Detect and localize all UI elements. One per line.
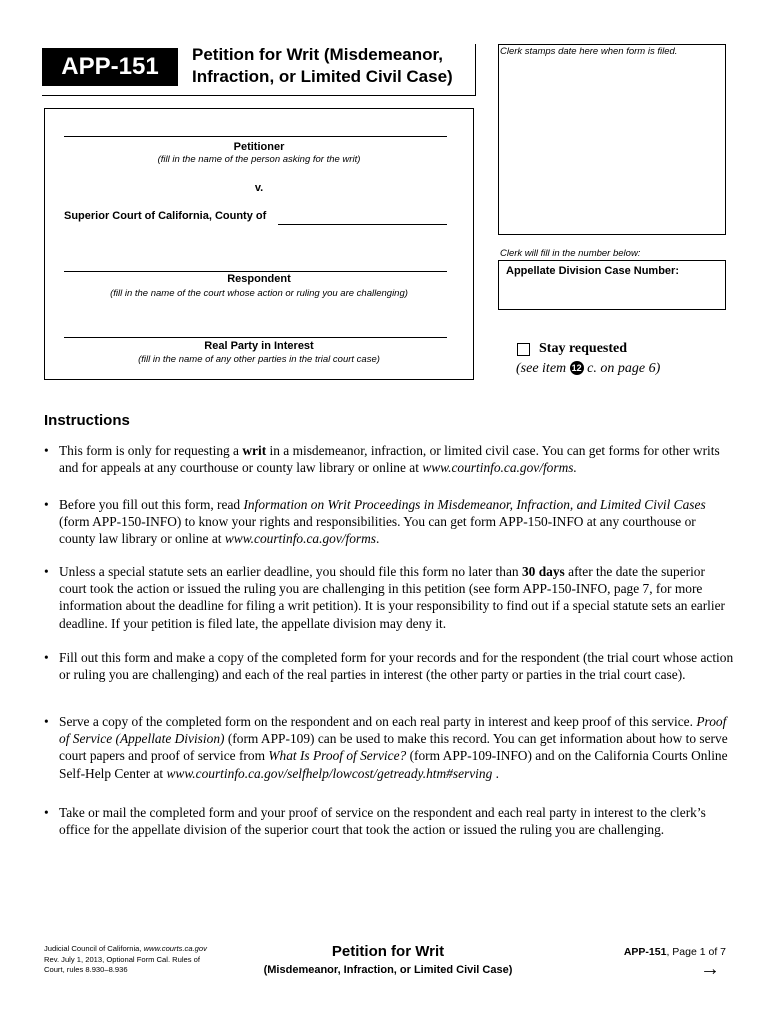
clerk-stamp-note: Clerk stamps date here when form is filed.	[500, 46, 678, 57]
form-id-badge: APP-151	[42, 48, 178, 86]
instruction-item: • This form is only for requesting a writ in a misdemeanor, infraction, or limited civil case. You can get forms for other writs and for appeals at any courthouse or county law library or online at www.courtinfo.ca.gov/forms.	[44, 443, 720, 476]
real-party-label: Real Party in Interest	[204, 340, 314, 352]
case-caption-box	[44, 108, 474, 380]
next-page-arrow-icon: →	[700, 958, 720, 980]
real-party-name-field[interactable]	[64, 337, 447, 338]
footer-page-text: , Page 1 of 7	[666, 946, 726, 958]
footer-title	[216, 942, 560, 978]
bullet-dot: •	[44, 714, 49, 729]
item-number-badge: 12	[571, 363, 582, 373]
title-line-1: Petition for Writ (Misdemeanor,	[192, 45, 443, 64]
versus-label: v.	[254, 182, 264, 194]
footer-title-main: Petition for Writ	[331, 943, 445, 960]
real-party-hint: (fill in the name of any other parties in the trial court case)	[138, 354, 380, 365]
footer-source: Judicial Council of California, www.courts.ca.gov Rev. July 1, 2013, Optional Form Cal. Rules of Court, rules 8.930–8.936	[44, 944, 207, 974]
petitioner-hint: (fill in the name of the person asking for the writ)	[157, 154, 361, 165]
bullet-dot: •	[44, 805, 49, 820]
stay-see-suffix: c. on page 6)	[587, 361, 661, 376]
petitioner-label: Petitioner	[233, 141, 285, 153]
county-name-field[interactable]	[278, 224, 447, 225]
respondent-hint: (fill in the name of the court whose action or ruling you are challenging)	[110, 288, 408, 299]
bullet-dot: •	[44, 497, 49, 512]
stay-reference	[516, 361, 660, 377]
title-divider-horizontal	[42, 95, 476, 96]
page-title	[192, 44, 453, 88]
stay-requested-label: Stay requested	[539, 341, 628, 356]
footer-form-id: APP-151	[623, 946, 667, 958]
clerk-fill-note: Clerk will fill in the number below:	[500, 248, 641, 259]
footer-title-sub: (Misdemeanor, Infraction, or Limited Civil Case)	[263, 964, 513, 976]
instruction-item: • Fill out this form and make a copy of the completed form for your records and for the respondent (the trial court whose action or ruling you are challenging) and each of the real parties in interest (the other party or parties in the trial court case).	[44, 650, 734, 683]
stay-requested-checkbox[interactable]	[517, 343, 530, 356]
instructions-heading: Instructions	[44, 412, 130, 429]
bullet-dot: •	[44, 650, 49, 665]
title-line-2: Infraction, or Limited Civil Case)	[192, 67, 453, 86]
bullet-dot: •	[44, 564, 49, 579]
clerk-stamp-box	[498, 44, 726, 235]
footer-page-number	[560, 946, 726, 958]
instruction-item: • Take or mail the completed form and your proof of service on the respondent and each real party in interest to the clerk’s office for the appellate division of the superior court that took the action or issued the ruling you are challenging.	[44, 805, 706, 838]
stay-see-prefix: (see item	[516, 361, 567, 376]
instruction-item: • Before you fill out this form, read Information on Writ Proceedings in Misdemeanor, Infraction, and Limited Civil Cases (form APP-150-INFO) to know your rights and responsibilities. You can get form APP-150-INFO at any courthouse or county law library or online at www.courtinfo.ca.gov/forms.	[44, 497, 706, 547]
title-divider-vertical	[475, 44, 476, 96]
instruction-item: • Unless a special statute sets an earlier deadline, you should file this form no later than 30 days after the date the superior court took the action or issued the ruling you are challenging in this petition (see form APP-150-INFO, page 7, for more information about the deadline for filing a writ petition). It is your responsibility to find out if a special statute sets an earlier deadline. If your petition is filed late, the appellate division may deny it.	[44, 564, 726, 631]
county-label: Superior Court of California, County of	[64, 210, 267, 222]
case-number-label: Appellate Division Case Number:	[506, 265, 679, 277]
petitioner-name-field[interactable]	[64, 136, 447, 137]
respondent-label: Respondent	[227, 273, 291, 285]
bullet-dot: •	[44, 443, 49, 458]
instruction-item: • Serve a copy of the completed form on the respondent and on each real party in interest and keep proof of this service. Proof of Service (Appellate Division) (form APP-109) can be used to make this record. You can get information about how to serve court papers and proof of service from What Is Proof of Service? (form APP-109-INFO) and on the California Courts Online Self-Help Center at www.courtinfo.ca.gov/selfhelp/lowcost/getready.htm#serving .	[44, 714, 728, 781]
respondent-name-field[interactable]	[64, 271, 447, 272]
